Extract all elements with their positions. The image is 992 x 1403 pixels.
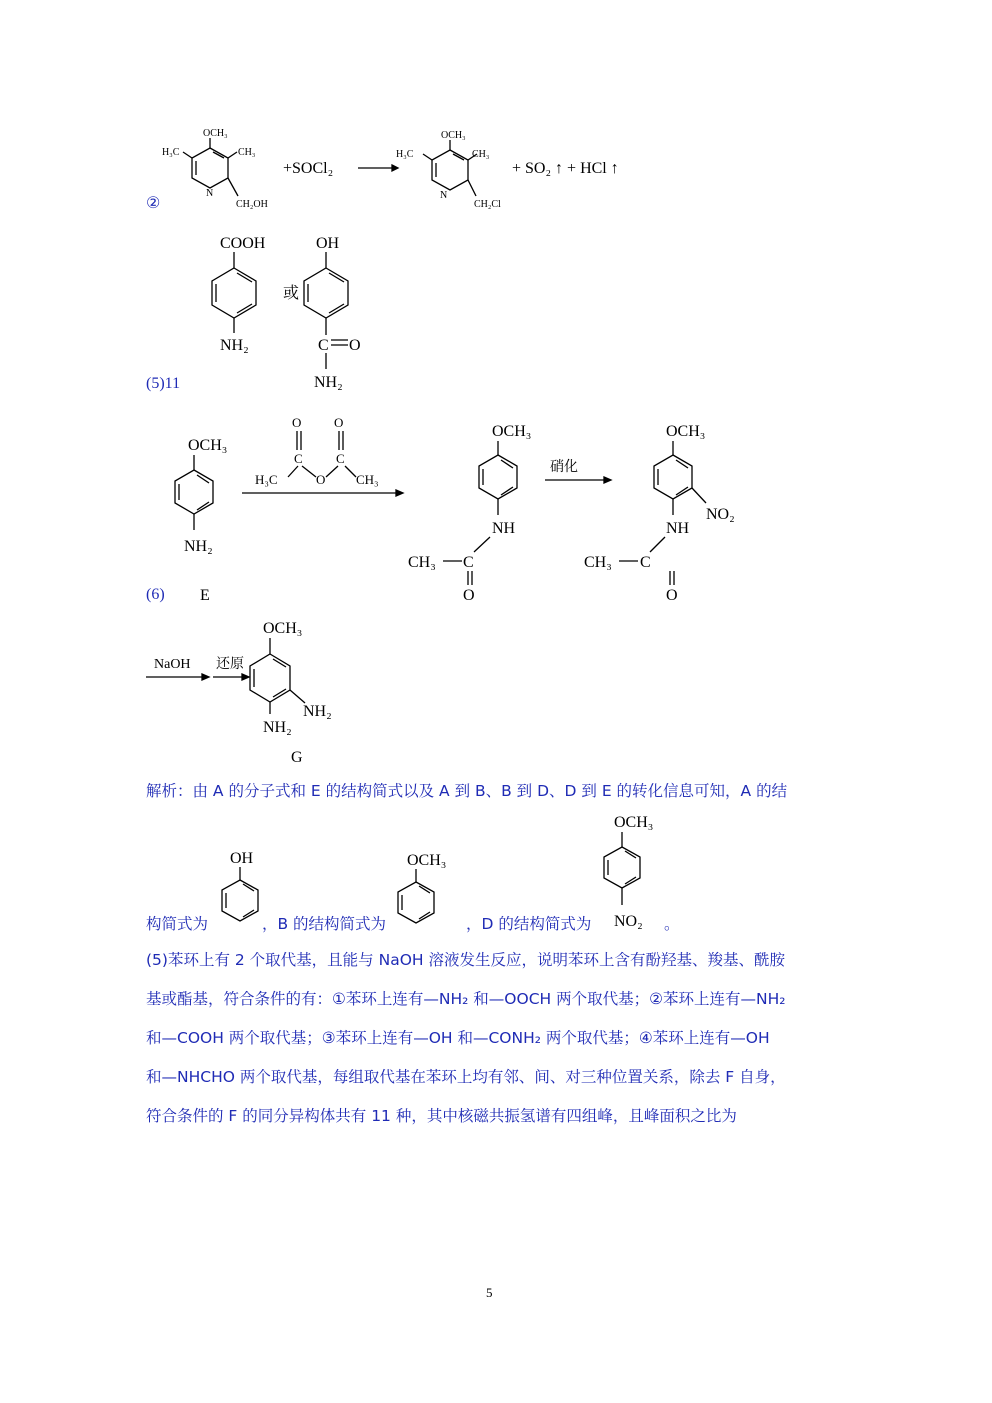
acetanilide-structure bbox=[408, 423, 531, 604]
phenol-structure-A bbox=[222, 850, 258, 921]
svg-text:C: C bbox=[336, 451, 345, 466]
naoh-label: NaOH bbox=[154, 657, 191, 672]
analysis-p5-line-4: 和—NHCHO 两个取代基，每组取代基在苯环上均有邻、间、对三种位置关系，除去 F 自身， bbox=[146, 1068, 786, 1086]
analysis-p5-line-1: (5)苯环上有 2 个取代基，且能与 NaOH 溶液发生反应，说明苯环上含有酚羟基、羧基、酰胺 bbox=[146, 951, 785, 969]
nitroanisole-structure-D bbox=[604, 814, 653, 930]
svg-text:C: C bbox=[640, 554, 651, 571]
svg-text:O: O bbox=[316, 472, 326, 487]
pyridine-alcohol-structure bbox=[162, 128, 268, 210]
svg-text:CH₃: CH₃ bbox=[472, 149, 490, 160]
analysis-p5-line-5: 符合条件的 F 的同分异构体共有 11 种，其中核磁共振氢谱有四组峰，且峰面积之比为 bbox=[146, 1107, 737, 1125]
svg-text:OCH₃: OCH₃ bbox=[203, 128, 228, 139]
svg-text:CH₃: CH₃ bbox=[238, 147, 256, 158]
svg-text:COOH: COOH bbox=[220, 235, 266, 252]
svg-text:CH₂Cl: CH₂Cl bbox=[474, 199, 501, 210]
methoxyaniline-structure bbox=[175, 437, 227, 555]
svg-text:O: O bbox=[349, 337, 361, 354]
item-6-marker: (6) bbox=[146, 586, 165, 603]
reduction-label: 还原 bbox=[216, 656, 244, 672]
byproducts: + SO₂ ↑ + HCl ↑ bbox=[512, 160, 619, 177]
svg-text:O: O bbox=[292, 415, 302, 430]
svg-text:H₃C: H₃C bbox=[396, 149, 414, 160]
svg-text:OH: OH bbox=[230, 850, 254, 867]
page-number: 5 bbox=[486, 1285, 493, 1300]
analysis-line-1: 解析：由 A 的分子式和 E 的结构简式以及 A 到 B、B 到 D、D 到 E 的转化信息可知，A 的结 bbox=[146, 782, 788, 800]
svg-text:NH₂: NH₂ bbox=[263, 719, 292, 736]
svg-text:CH₃: CH₃ bbox=[356, 472, 379, 487]
svg-text:N: N bbox=[440, 190, 448, 201]
svg-text:OCH₃: OCH₃ bbox=[666, 423, 706, 440]
label-G: G bbox=[291, 749, 303, 766]
svg-text:NH₂: NH₂ bbox=[220, 337, 249, 354]
svg-text:NH₂: NH₂ bbox=[184, 538, 213, 555]
svg-text:NH₂: NH₂ bbox=[314, 374, 343, 391]
svg-text:OCH₃: OCH₃ bbox=[441, 130, 466, 141]
svg-text:OCH₃: OCH₃ bbox=[188, 437, 228, 454]
analysis-line-2d: 。 bbox=[664, 915, 680, 933]
svg-text:NH₂: NH₂ bbox=[303, 703, 332, 720]
svg-text:CH₂OH: CH₂OH bbox=[236, 199, 268, 210]
svg-text:O: O bbox=[463, 587, 475, 604]
label-E: E bbox=[200, 587, 210, 604]
analysis-line-2b: ，B 的结构简式为 bbox=[262, 915, 387, 933]
analysis-p5-line-3: 和—COOH 两个取代基；③苯环上连有—OH 和—CONH₂ 两个取代基；④苯环上连有—OH bbox=[146, 1029, 770, 1047]
svg-text:O: O bbox=[666, 587, 678, 604]
reagent-socl2: +SOCl₂ bbox=[283, 160, 334, 177]
aminobenzoic-acid-structure bbox=[212, 235, 266, 354]
or-word: 或 bbox=[283, 283, 300, 302]
diamine-structure-G bbox=[250, 620, 332, 736]
svg-text:C: C bbox=[463, 554, 474, 571]
svg-text:O: O bbox=[334, 415, 344, 430]
anisole-structure-B bbox=[398, 852, 446, 923]
svg-text:OCH₃: OCH₃ bbox=[492, 423, 532, 440]
svg-text:C: C bbox=[318, 337, 329, 354]
nitration-label: 硝化 bbox=[550, 459, 578, 475]
svg-text:NO₂: NO₂ bbox=[706, 506, 735, 523]
svg-text:H₃C: H₃C bbox=[255, 472, 278, 487]
svg-text:OCH₃: OCH₃ bbox=[614, 814, 654, 831]
item-5-marker: (5)11 bbox=[146, 375, 181, 392]
acetic-anhydride-reagent bbox=[255, 415, 379, 487]
hydroxybenzamide-structure bbox=[304, 235, 361, 391]
analysis-line-2c: ，D 的结构简式为 bbox=[466, 915, 592, 933]
svg-text:H₃C: H₃C bbox=[162, 147, 180, 158]
svg-text:NO₂: NO₂ bbox=[614, 913, 643, 930]
svg-text:OCH₃: OCH₃ bbox=[407, 852, 447, 869]
item-2-marker: ② bbox=[146, 195, 161, 212]
svg-text:N: N bbox=[206, 188, 214, 199]
analysis-p5-line-2: 基或酯基，符合条件的有：①苯环上连有—NH₂ 和—OOCH 两个取代基；②苯环上连有—NH₂ bbox=[146, 990, 786, 1008]
analysis-line-2a: 构简式为 bbox=[146, 915, 209, 933]
svg-text:NH: NH bbox=[492, 520, 516, 537]
pyridine-chloride-structure bbox=[396, 130, 501, 210]
svg-text:CH₃: CH₃ bbox=[408, 554, 436, 571]
svg-text:OCH₃: OCH₃ bbox=[263, 620, 303, 637]
svg-text:OH: OH bbox=[316, 235, 340, 252]
svg-text:CH₃: CH₃ bbox=[584, 554, 612, 571]
svg-text:C: C bbox=[294, 451, 303, 466]
svg-text:NH: NH bbox=[666, 520, 690, 537]
nitro-acetanilide-structure bbox=[584, 423, 735, 604]
